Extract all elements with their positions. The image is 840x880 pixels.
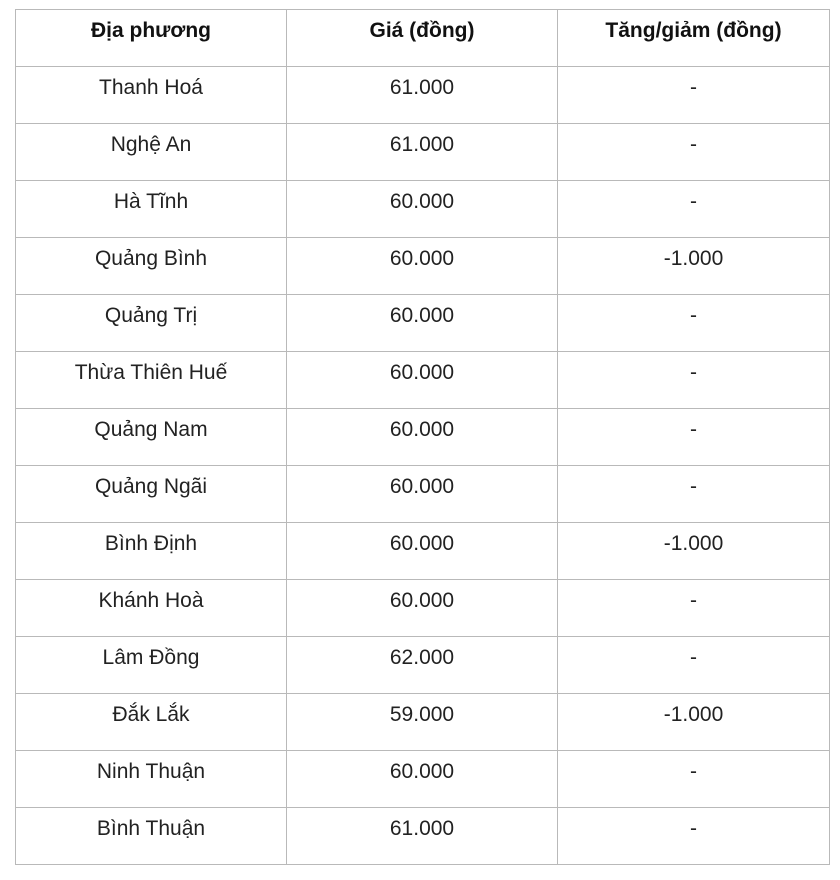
cell-locality: Bình Định (16, 523, 287, 580)
cell-price: 60.000 (287, 181, 558, 238)
cell-change: - (558, 352, 830, 409)
cell-change: - (558, 67, 830, 124)
cell-change: - (558, 580, 830, 637)
cell-price: 61.000 (287, 67, 558, 124)
cell-price: 60.000 (287, 580, 558, 637)
cell-price: 60.000 (287, 466, 558, 523)
cell-locality: Đắk Lắk (16, 694, 287, 751)
cell-locality: Quảng Nam (16, 409, 287, 466)
cell-price: 61.000 (287, 124, 558, 181)
table-row (16, 295, 830, 352)
table-row (16, 409, 830, 466)
cell-locality: Quảng Bình (16, 238, 287, 295)
cell-locality: Khánh Hoà (16, 580, 287, 637)
price-table-container (15, 9, 829, 865)
cell-change: - (558, 808, 830, 865)
price-table (15, 9, 830, 865)
cell-price: 60.000 (287, 523, 558, 580)
table-row (16, 181, 830, 238)
cell-change: -1.000 (558, 238, 830, 295)
cell-locality: Quảng Ngãi (16, 466, 287, 523)
table-row (16, 751, 830, 808)
cell-locality: Lâm Đồng (16, 637, 287, 694)
cell-locality: Ninh Thuận (16, 751, 287, 808)
cell-price: 60.000 (287, 409, 558, 466)
cell-price: 60.000 (287, 751, 558, 808)
cell-locality: Thừa Thiên Huế (16, 352, 287, 409)
cell-price: 61.000 (287, 808, 558, 865)
cell-change: - (558, 295, 830, 352)
header-change: Tăng/giảm (đồng) (558, 10, 830, 67)
table-row (16, 580, 830, 637)
cell-change: - (558, 466, 830, 523)
cell-price: 60.000 (287, 238, 558, 295)
cell-change: - (558, 409, 830, 466)
table-row (16, 466, 830, 523)
cell-locality: Bình Thuận (16, 808, 287, 865)
table-row (16, 124, 830, 181)
cell-change: - (558, 751, 830, 808)
cell-locality: Hà Tĩnh (16, 181, 287, 238)
cell-change: -1.000 (558, 523, 830, 580)
cell-change: - (558, 124, 830, 181)
cell-change: - (558, 637, 830, 694)
cell-change: - (558, 181, 830, 238)
header-locality: Địa phương (16, 10, 287, 67)
header-price: Giá (đồng) (287, 10, 558, 67)
table-row (16, 352, 830, 409)
cell-price: 60.000 (287, 295, 558, 352)
cell-locality: Quảng Trị (16, 295, 287, 352)
cell-locality: Nghệ An (16, 124, 287, 181)
table-row (16, 808, 830, 865)
table-header-row (16, 10, 830, 67)
table-row (16, 238, 830, 295)
table-row (16, 523, 830, 580)
table-row (16, 67, 830, 124)
cell-price: 59.000 (287, 694, 558, 751)
table-row (16, 637, 830, 694)
cell-price: 62.000 (287, 637, 558, 694)
cell-price: 60.000 (287, 352, 558, 409)
cell-change: -1.000 (558, 694, 830, 751)
table-row (16, 694, 830, 751)
cell-locality: Thanh Hoá (16, 67, 287, 124)
